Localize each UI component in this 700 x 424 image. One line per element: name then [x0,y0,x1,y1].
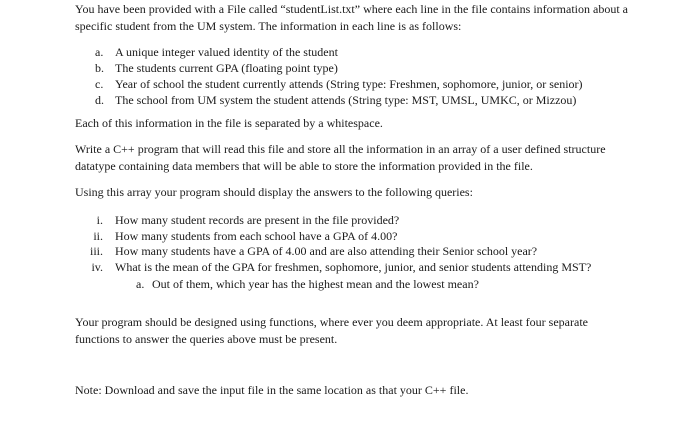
list-item [75,213,630,229]
program-task-paragraph: Write a C++ program that will read this file and store all the information in an array of a user defined structure datatype containing data members that will be able to store the information provided in the file. [75,142,606,173]
list-marker: i. [96,213,103,227]
list-marker: a. [136,277,145,291]
list-item-text: How many students have a GPA of 4.00 and are also attending their Senior school year? [115,244,538,258]
list-item-text: What is the mean of the GPA for freshmen, sophomore, junior, and senior students attending MST? [115,259,592,274]
list-item [75,260,630,276]
footer-note: Note: Download and save the input file in the same location as that your C++ file. [75,383,469,397]
list-marker: ii. [93,228,103,243]
list-item-text: The students current GPA (floating point type) [115,61,338,75]
query-list [75,213,630,293]
field-list [95,44,630,108]
list-marker: a. [95,45,104,59]
list-item-text: How many students from each school have a GPA of 4.00? [115,228,398,243]
list-item-text: A unique integer valued identity of the student [115,45,338,59]
list-item [75,244,630,260]
list-item [95,92,630,108]
list-marker: c. [95,77,104,91]
list-marker: b. [95,61,104,75]
separator-note: Each of this information in the file is separated by a whitespace. [75,116,383,130]
list-marker: iii. [89,244,103,258]
list-marker: iv. [91,259,103,274]
list-item-text: Out of them, which year has the highest mean and the lowest mean? [152,277,479,291]
sub-list-item [75,277,630,293]
list-item [95,60,630,76]
intro-paragraph: You have been provided with a File called “studentList.txt” where each line in the file contains information about a specific student from the UM system. The information in each line is as follows: [75,2,628,33]
list-item-text: How many student records are present in the file provided? [115,213,400,227]
design-note: Your program should be designed using functions, where ever you deem appropriate. At least four separate functions to answer the queries above must be present. [75,315,588,346]
list-marker: d. [95,93,104,107]
queries-intro: Using this array your program should display the answers to the following queries: [75,185,473,199]
list-item-text: The school from UM system the student attends (String type: MST, UMSL, UMKC, or Mizzou) [115,93,577,107]
list-item [95,76,630,92]
list-item [95,44,630,60]
list-item [75,229,630,245]
list-item-text: Year of school the student currently attends (String type: Freshmen, sophomore, junior, or senior) [115,77,583,91]
